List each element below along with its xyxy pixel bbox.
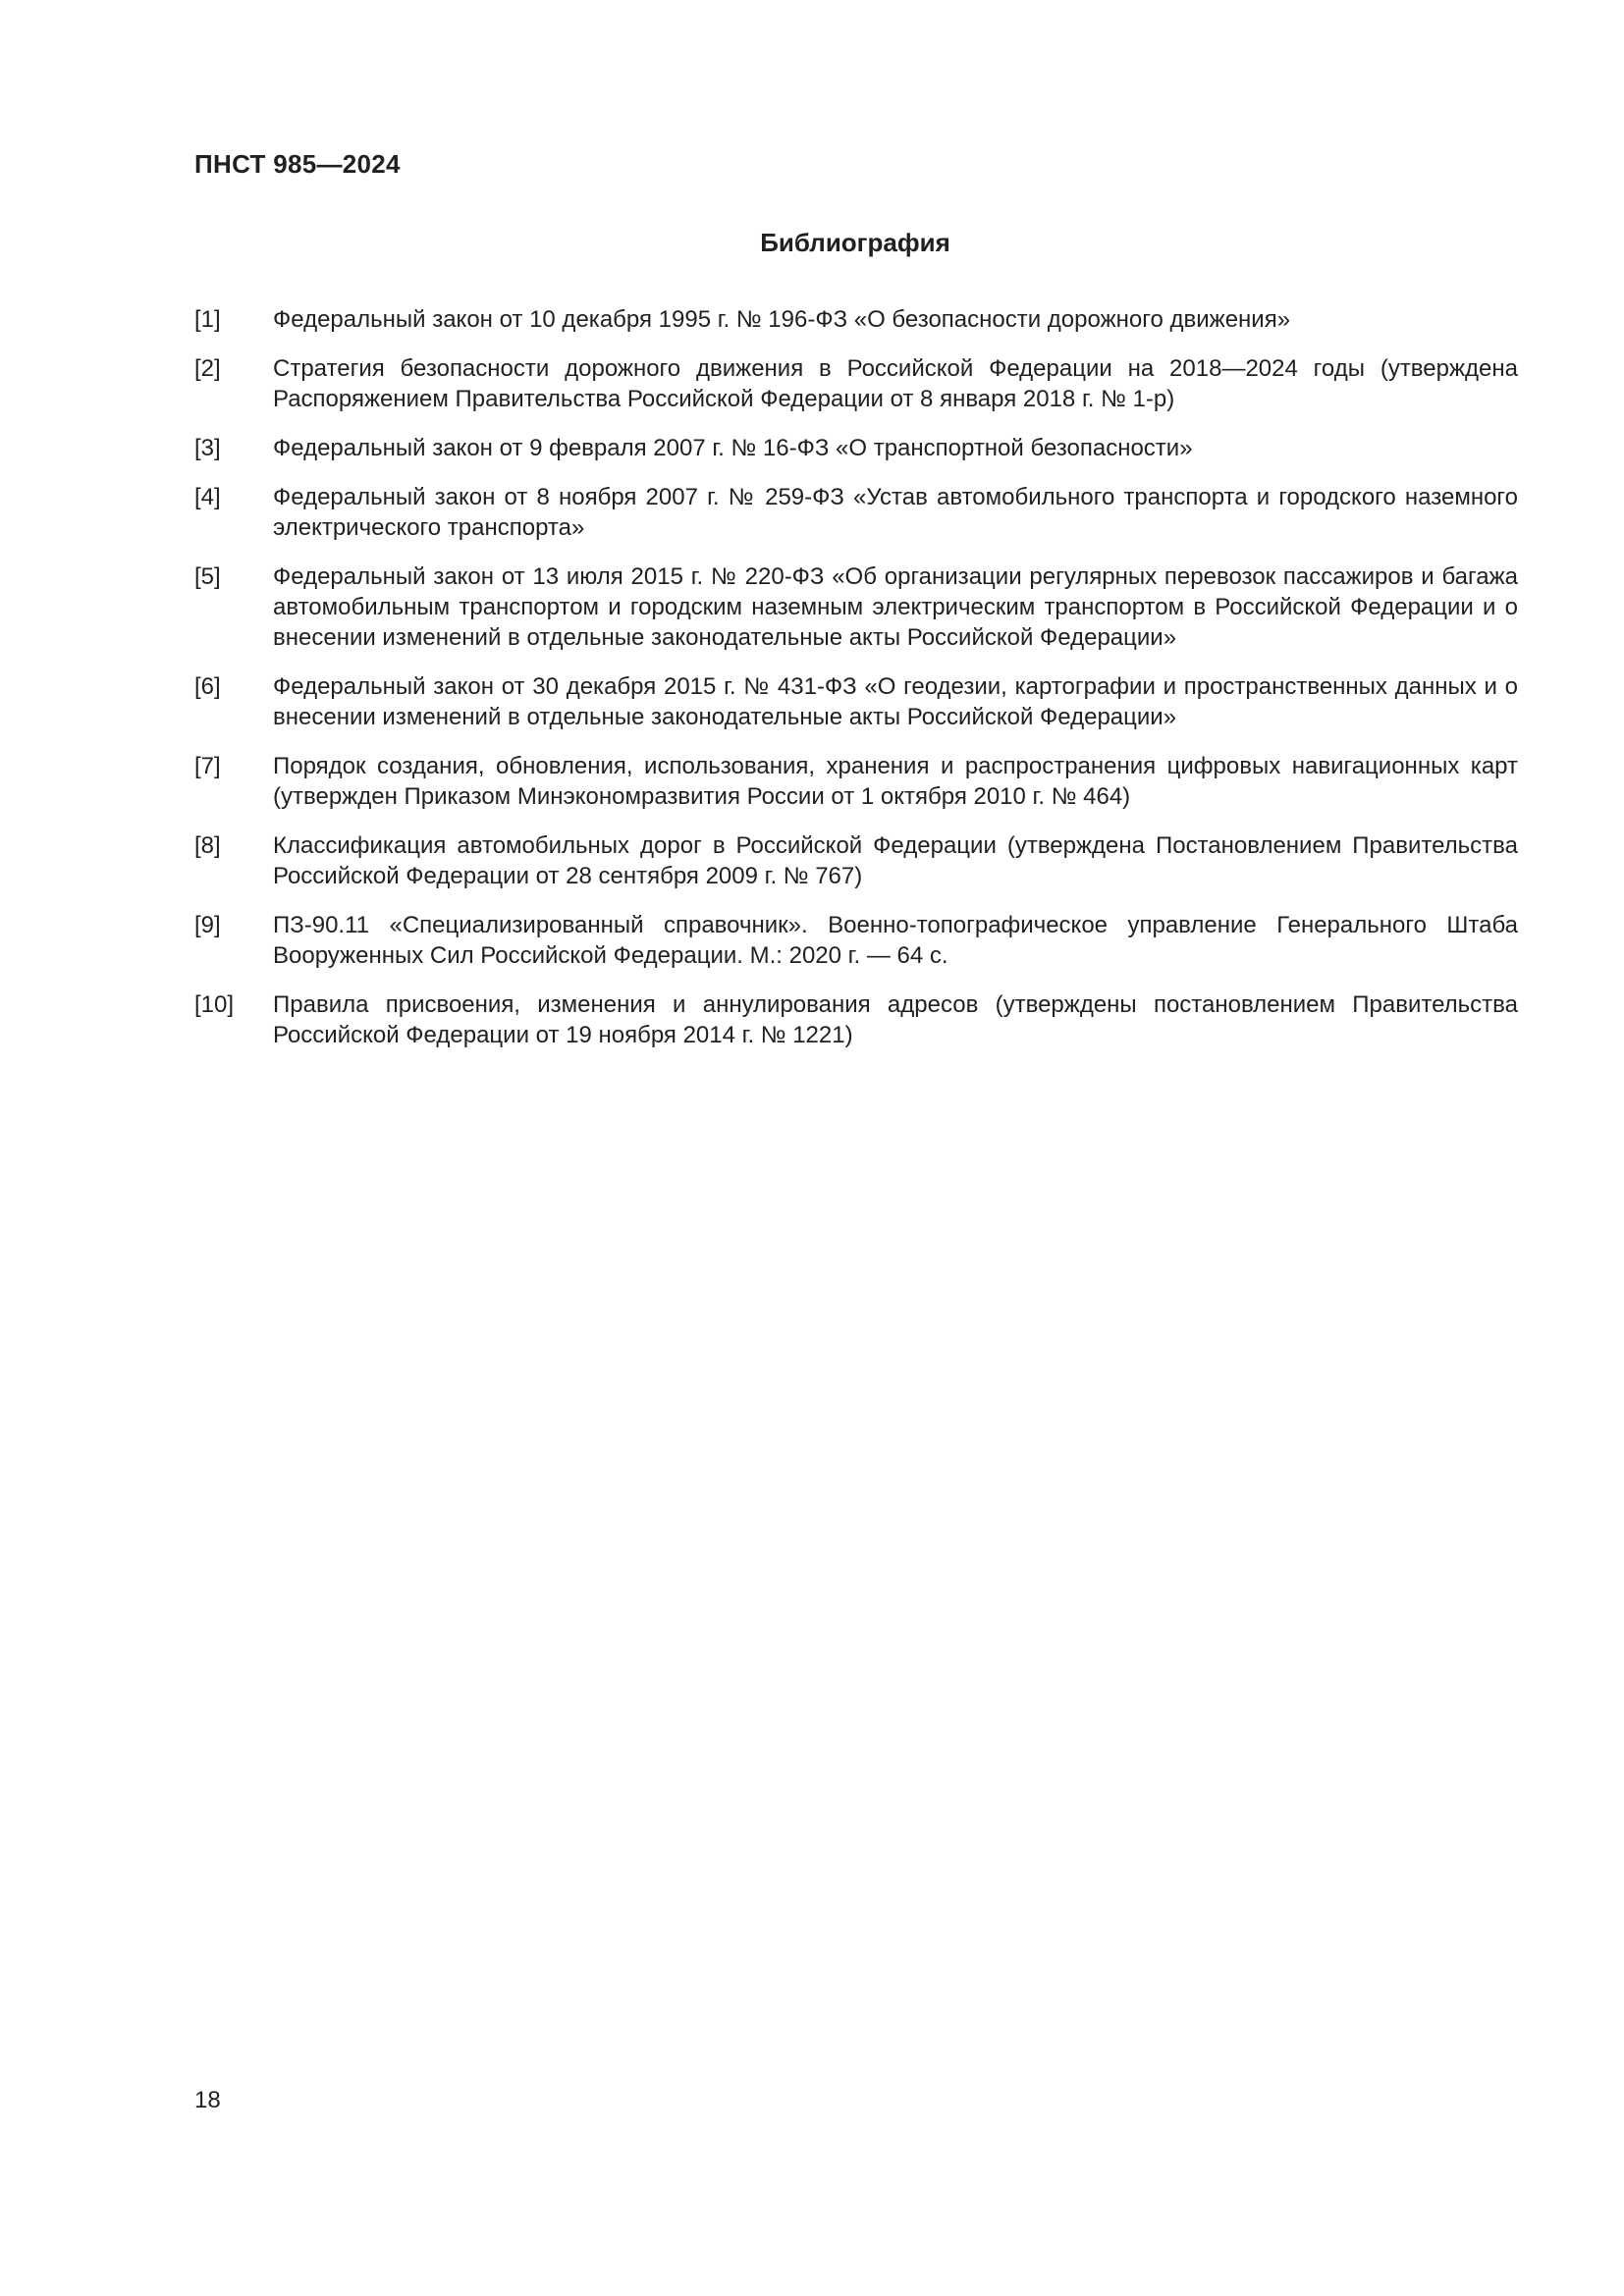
entry-text: Федеральный закон от 13 июля 2015 г. № 220-ФЗ «Об организации регулярных перевозок пассажиров и багажа автомобильным транспортом и городским наземным электрическим транспортом в Российской Федерации и о внесении изменений в отдельные законодательные акты Российской Федерации» xyxy=(273,563,1518,651)
bibliography-entry xyxy=(194,304,1518,335)
entry-number: [2] xyxy=(194,355,221,382)
bibliography-entry xyxy=(194,751,1518,812)
entry-number: [3] xyxy=(194,435,221,461)
bibliography-entry xyxy=(194,830,1518,891)
bibliography-entry xyxy=(194,482,1518,543)
entry-number: [4] xyxy=(194,484,221,510)
entry-number: [6] xyxy=(194,673,221,700)
entry-text: Федеральный закон от 8 ноября 2007 г. № 259-ФЗ «Устав автомобильного транспорта и городского наземного электрического транспорта» xyxy=(273,484,1518,541)
page-number: 18 xyxy=(194,2087,221,2113)
bibliography-entry xyxy=(194,671,1518,732)
entry-text: Федеральный закон от 9 февраля 2007 г. № 16-ФЗ «О транспортной безопасности» xyxy=(273,435,1193,461)
bibliography-entry xyxy=(194,989,1518,1050)
entry-text: Порядок создания, обновления, использования, хранения и распространения цифровых навигационных карт (утвержден Приказом Минэкономразвития России от 1 октября 2010 г. № 464) xyxy=(273,753,1518,810)
bibliography-entry xyxy=(194,433,1518,463)
bibliography-entry xyxy=(194,561,1518,653)
entry-number: [10] xyxy=(194,991,235,1018)
document-code: ПНСТ 985—2024 xyxy=(194,149,401,179)
entry-text: ПЗ-90.11 «Специализированный справочник». Военно-топографическое управление Генерального Штаба Вооруженных Сил Российской Федерации. М.: 2020 г. — 64 с. xyxy=(273,912,1518,969)
bibliography-entry xyxy=(194,353,1518,414)
entry-number: [5] xyxy=(194,563,221,590)
entry-number: [1] xyxy=(194,306,221,333)
entry-number: [8] xyxy=(194,832,221,859)
entry-text: Стратегия безопасности дорожного движения в Российской Федерации на 2018—2024 годы (утверждена Распоряжением Правительства Российской Федерации от 8 января 2018 г. № 1-р) xyxy=(273,355,1518,412)
entry-text: Классификация автомобильных дорог в Российской Федерации (утверждена Постановлением Правительства Российской Федерации от 28 сентября 2009 г. № 767) xyxy=(273,832,1518,889)
entry-number: [9] xyxy=(194,912,221,938)
entry-text: Федеральный закон от 30 декабря 2015 г. № 431-ФЗ «О геодезии, картографии и пространственных данных и о внесении изменений в отдельные законодательные акты Российской Федерации» xyxy=(273,673,1518,730)
entry-number: [7] xyxy=(194,753,221,779)
entry-text: Правила присвоения, изменения и аннулирования адресов (утверждены постановлением Правительства Российской Федерации от 19 ноября 2014 г. № 1221) xyxy=(273,991,1518,1048)
bibliography-entry xyxy=(194,910,1518,971)
entry-text: Федеральный закон от 10 декабря 1995 г. № 196-ФЗ «О безопасности дорожного движения» xyxy=(273,306,1291,333)
bibliography-list xyxy=(194,304,1518,1069)
section-title: Библиография xyxy=(760,228,950,257)
